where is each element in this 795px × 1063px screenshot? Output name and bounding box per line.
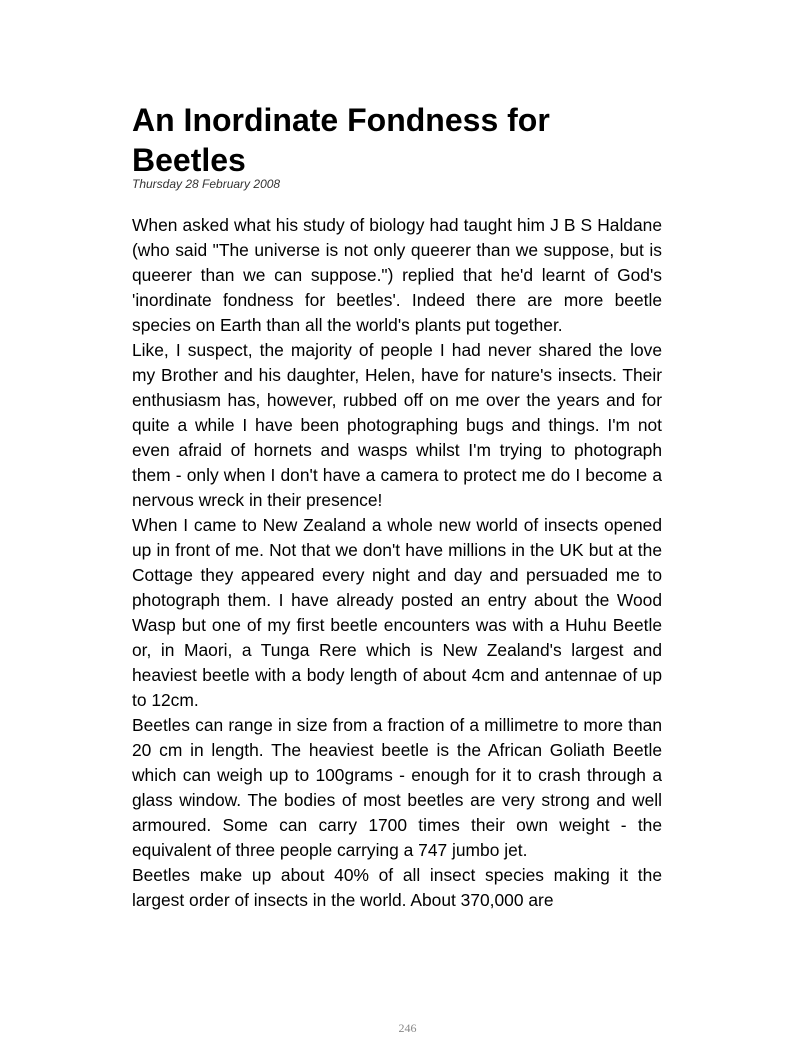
article-body [132,213,662,995]
article-paragraph: When asked what his study of biology had taught him J B S Haldane (who said "The universe is not only queerer than we suppose, but is queerer than we can suppose.") replied that he'd learnt of God's 'inordinate fondness for beetles'. Indeed there are more beetle species on Earth than all the world's plants put together. [132,215,662,335]
article-date: Thursday 28 February 2008 [132,177,281,191]
page-number: 246 [398,1021,417,1035]
article-paragraph: Beetles make up about 40% of all insect species making it the largest order of insects in the world. About 370,000 are [132,865,662,910]
article-paragraph: Like, I suspect, the majority of people I had never shared the love my Brother and his daughter, Helen, have for nature's insects. Their enthusiasm has, however, rubbed off on me over the years and for quite a while I have been photographing bugs and things. I'm not even afraid of hornets and wasps whilst I'm trying to photograph them - only when I don't have a camera to protect me do I become a nervous wreck in their presence! [132,340,662,510]
article-paragraph: When I came to New Zealand a whole new world of insects opened up in front of me. Not that we don't have millions in the UK but at the Cottage they appeared every night and day and persuaded me to photograph them. I have already posted an entry about the Wood Wasp but one of my first beetle encounters was with a Huhu Beetle or, in Maori, a Tunga Rere which is New Zealand's largest and heaviest beetle with a body length of about 4cm and antennae of up to 12cm. [132,515,662,710]
article-title: An Inordinate Fondness for Beetles [132,102,550,178]
article-paragraph: Beetles can range in size from a fraction of a millimetre to more than 20 cm in length. The heaviest beetle is the African Goliath Beetle which can weigh up to 100grams - enough for it to crash through a glass window. The bodies of most beetles are very strong and well armoured. Some can carry 1700 times their own weight - the equivalent of three people carrying a 747 jumbo jet. [132,715,662,860]
